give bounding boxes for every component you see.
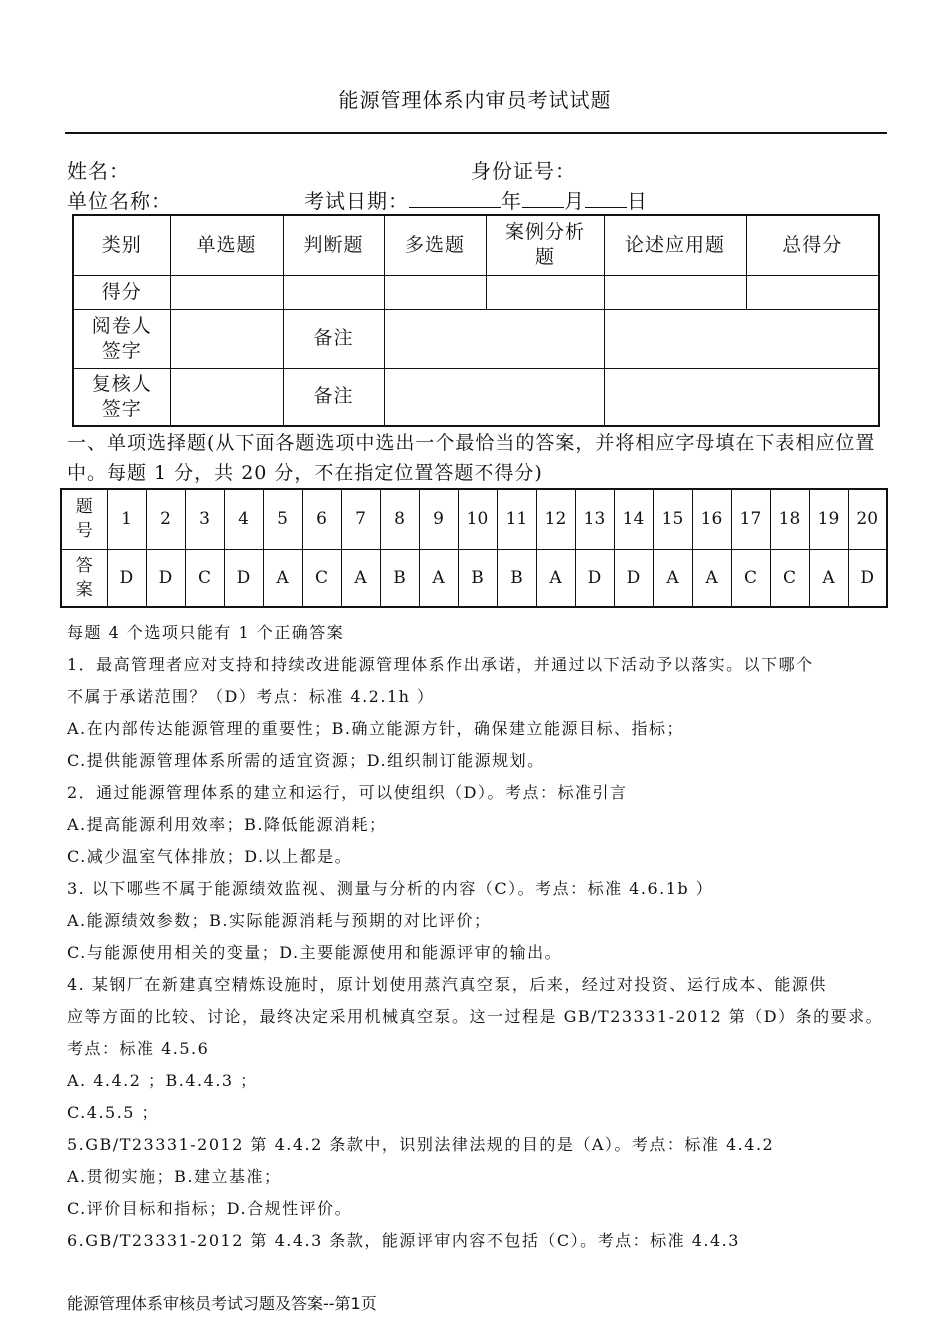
answer-label-text: 答案 [75,555,93,600]
answer-cell: C [731,549,770,607]
question-number-cell: 4 [224,489,263,549]
year-label: 年 [501,189,522,213]
score-header-category: 类别 [73,215,170,275]
score-header-case-text: 案例分析题 [504,221,585,269]
question-line: C.提供能源管理体系所需的适宜资源；D.组织制订能源规划。 [67,751,545,770]
question-number-cell: 9 [419,489,458,549]
reviewer-sign-cell [170,309,283,368]
question-number-cell: 19 [809,489,848,549]
answer-cell: B [497,549,536,607]
question-number-cell: 18 [770,489,809,549]
question-line: A.提高能源利用效率；B.降低能源消耗； [67,815,387,834]
answer-cell: A [341,549,380,607]
question-line: 考点：标准 4.5.6 [67,1039,210,1058]
question-number-cell: 12 [536,489,575,549]
day-blank [585,187,627,208]
checker-label-text: 复核人签字 [91,372,152,420]
unit-label: 单位名称： [67,189,172,213]
question-line: C.减少温室气体排放；D.以上都是。 [67,847,353,866]
reviewer-remark-label: 备注 [283,309,384,368]
reviewer-label [73,309,170,368]
score-header-total: 总得分 [746,215,879,275]
checker-remark-label: 备注 [283,368,384,426]
question-number-cell: 14 [614,489,653,549]
checker-sign-cell [170,368,283,426]
answer-cell: D [107,549,146,607]
question-line: A.在内部传达能源管理的重要性；B.确立能源方针，确保建立能源目标、指标； [67,719,684,738]
answer-cell: D [848,549,887,607]
answer-cell: A [809,549,848,607]
score-header-essay: 论述应用题 [604,215,746,275]
answer-cell: C [185,549,224,607]
answer-cell: D [146,549,185,607]
reviewer-label-text: 阅卷人签字 [91,314,152,362]
day-label: 日 [627,189,648,213]
question-line: C.4.5.5 ； [67,1103,160,1122]
checker-extra-cell [604,368,879,426]
question-number-cell: 15 [653,489,692,549]
score-header-judge: 判断题 [283,215,384,275]
answer-cell: D [224,549,263,607]
number-label-text: 题号 [75,497,93,542]
answer-cell: C [302,549,341,607]
answer-cell: B [458,549,497,607]
score-cell [384,275,486,309]
answer-cell: A [536,549,575,607]
page-footer: 能源管理体系审核员考试习题及答案--第1页 [67,1294,377,1313]
question-number-cell: 7 [341,489,380,549]
section1-instruction: 一、单项选择题(从下面各题选项中选出一个最恰当的答案，并将相应字母填在下表相应位置中。每题 1 分，共 20 分，不在指定位置答题不得分) [67,432,876,484]
question-line: C.评价目标和指标；D.合规性评价。 [67,1199,353,1218]
score-cell [486,275,604,309]
question-line: C.与能源使用相关的变量；D.主要能源使用和能源评审的输出。 [67,943,563,962]
reviewer-extra-cell [604,309,879,368]
question-line: 3. 以下哪些不属于能源绩效监视、测量与分析的内容（C）。考点：标准 4.6.1b ） [67,879,714,898]
question-number-cell: 5 [263,489,302,549]
question-line: 4. 某钢厂在新建真空精炼设施时，原计划使用蒸汽真空泵，后来，经过对投资、运行成本、能源供 [67,975,827,994]
answer-cell: A [653,549,692,607]
exam-date [304,185,648,214]
month-blank [522,187,564,208]
page-title: 能源管理体系内审员考试试题 [338,88,612,112]
question-number-cell: 6 [302,489,341,549]
question-number-cell: 20 [848,489,887,549]
score-header-multi: 多选题 [384,215,486,275]
question-number-cell: 13 [575,489,614,549]
score-cell [283,275,384,309]
reviewer-remark-cell [384,309,604,368]
answer-cell: A [692,549,731,607]
score-header-single: 单选题 [170,215,283,275]
answer-label [61,549,107,607]
question-number-cell: 11 [497,489,536,549]
id-label: 身份证号： [471,159,576,183]
answer-cell: D [614,549,653,607]
question-line: 6.GB/T23331-2012 第 4.4.3 条款，能源评审内容不包括（C）。考点：标准 4.4.3 [67,1231,740,1250]
month-label: 月 [564,189,585,213]
question-line: 应等方面的比较、讨论，最终决定采用机械真空泵。这一过程是 GB/T23331-2012 第（D）条的要求。 [67,1007,884,1026]
score-table [72,214,880,427]
checker-remark-cell [384,368,604,426]
question-number-cell: 8 [380,489,419,549]
answer-cell: A [419,549,458,607]
question-number-cell: 3 [185,489,224,549]
checker-label [73,368,170,426]
question-number-cell: 16 [692,489,731,549]
number-label [61,489,107,549]
name-label: 姓名： [67,159,130,183]
answer-cell: C [770,549,809,607]
date-label: 考试日期： [304,189,409,213]
year-blank [409,187,501,208]
title-rule [65,132,887,134]
question-number-cell: 10 [458,489,497,549]
answer-cell: B [380,549,419,607]
answer-cell: D [575,549,614,607]
question-number-cell: 2 [146,489,185,549]
question-number-cell: 1 [107,489,146,549]
question-line: 不属于承诺范围？（D）考点：标准 4.2.1h ） [67,687,435,706]
question-line: A.能源绩效参数；B.实际能源消耗与预期的对比评价； [67,911,492,930]
question-line: A.贯彻实施；B.建立基准； [67,1167,282,1186]
answer-table [60,488,888,608]
answer-cell: A [263,549,302,607]
score-cell [746,275,879,309]
question-line: 每题 4 个选项只能有 1 个正确答案 [67,623,345,642]
score-cell [604,275,746,309]
question-line: 1．最高管理者应对支持和持续改进能源管理体系作出承诺，并通过以下活动予以落实。以下哪个 [67,655,814,674]
score-row-label: 得分 [73,275,170,309]
question-line: 2．通过能源管理体系的建立和运行，可以使组织（D）。考点：标准引言 [67,783,628,802]
score-header-case [486,215,604,275]
question-line: 5.GB/T23331-2012 第 4.4.2 条款中，识别法律法规的目的是（A）。考点：标准 4.4.2 [67,1135,775,1154]
score-cell [170,275,283,309]
question-line: A. 4.4.2 ；B.4.4.3 ； [67,1071,258,1090]
question-number-cell: 17 [731,489,770,549]
